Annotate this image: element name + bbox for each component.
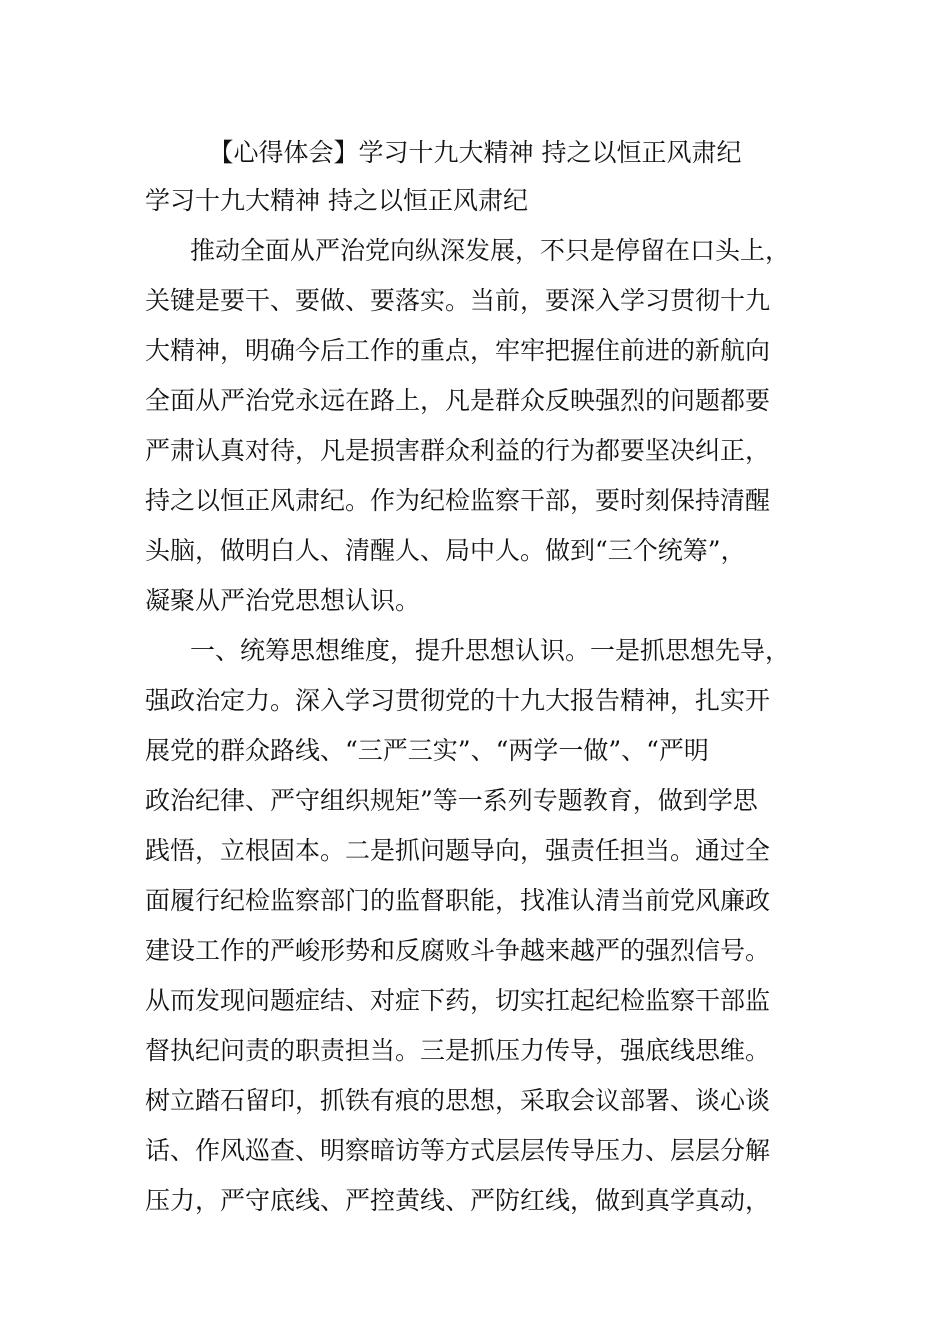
text-line: 展党的群众路线、“三严三实”、“两学一做”、“严明	[145, 736, 709, 765]
text-line: 话、作风巡查、明察暗访等方式层层传导压力、层层分解	[145, 1136, 771, 1165]
text-line: 严肃认真对待，凡是损害群众利益的行为都要坚决纠正，	[145, 436, 771, 465]
text-line: 全面从严治党永远在路上，凡是群众反映强烈的问题都要	[145, 386, 771, 415]
document-subtitle: 学习十九大精神 持之以恒正风肃纪	[145, 186, 528, 215]
text-line: 头脑，做明白人、清醒人、局中人。做到“三个统筹”，	[145, 536, 746, 565]
document-body	[145, 234, 815, 1234]
text-line: 树立踏石留印，抓铁有痕的思想，采取会议部署、谈心谈	[145, 1086, 771, 1115]
text-line: 面履行纪检监察部门的监督职能，找准认清当前党风廉政	[145, 886, 771, 915]
text-line: 凝聚从严治党思想认识。	[145, 586, 421, 615]
text-line: 强政治定力。深入学习贯彻党的十九大报告精神，扎实开	[145, 686, 771, 715]
text-line: 压力，严守底线、严控黄线、严防红线，做到真学真动，	[145, 1186, 771, 1215]
text-line: 践悟，立根固本。二是抓问题导向，强责任担当。通过全	[145, 836, 771, 865]
text-line: 一、统筹思想维度，提升思想认识。一是抓思想先导，	[190, 636, 791, 665]
text-line: 政治纪律、严守组织规矩”等一系列专题教育，做到学思	[145, 786, 758, 815]
text-line: 大精神，明确今后工作的重点，牢牢把握住前进的新航向	[145, 336, 771, 365]
text-line: 推动全面从严治党向纵深发展，不只是停留在口头上，	[190, 236, 791, 265]
text-line: 关键是要干、要做、要落实。当前，要深入学习贯彻十九	[145, 286, 771, 315]
text-line: 督执纪问责的职责担当。三是抓压力传导，强底线思维。	[145, 1036, 771, 1065]
text-line: 持之以恒正风肃纪。作为纪检监察干部，要时刻保持清醒	[145, 486, 771, 515]
document-title: 【心得体会】学习十九大精神 持之以恒正风肃纪	[208, 138, 742, 167]
text-line: 从而发现问题症结、对症下药，切实扛起纪检监察干部监	[145, 986, 771, 1015]
text-line: 建设工作的严峻形势和反腐败斗争越来越严的强烈信号。	[145, 936, 771, 965]
